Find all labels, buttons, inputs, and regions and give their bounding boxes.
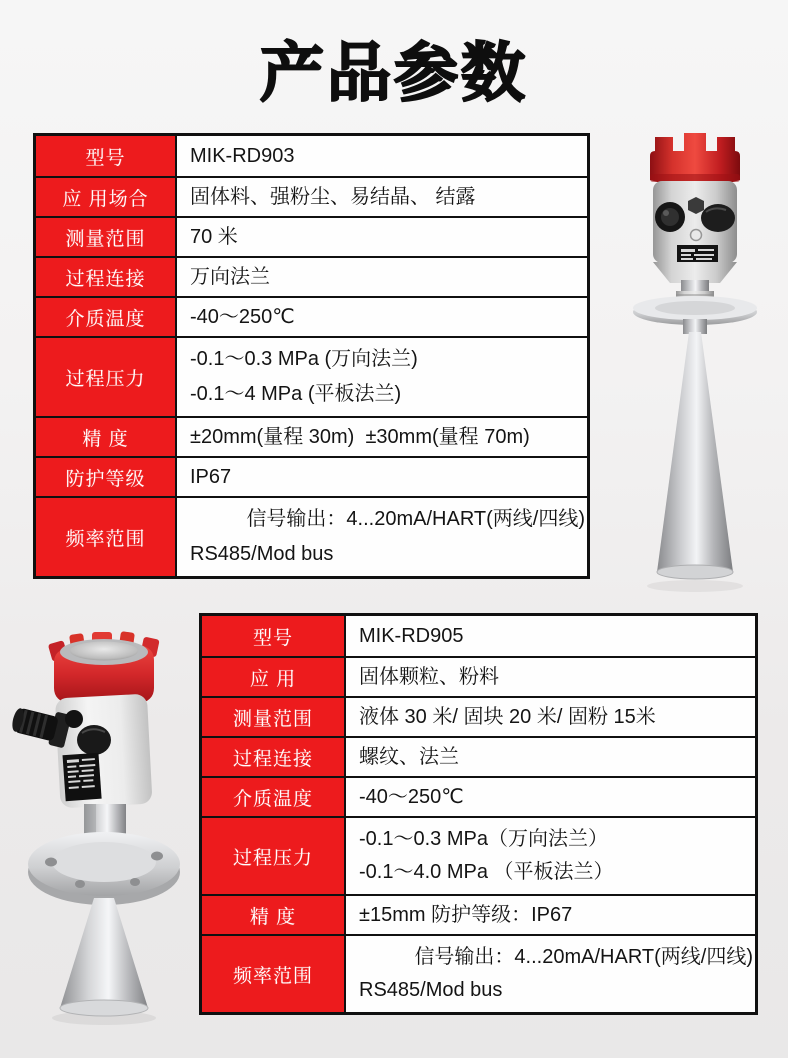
row-label: 应 用场合 [36, 178, 175, 216]
row-label: 过程压力 [36, 338, 175, 416]
value-text: -0.1～0.3 MPa (万向法兰) [190, 348, 418, 371]
table-row [202, 696, 755, 736]
value-text: MIK-RD905 [359, 624, 464, 647]
row-label: 过程连接 [36, 258, 175, 296]
value-text: -40～250℃ [359, 785, 464, 808]
row-value [175, 338, 587, 416]
value-text: 螺纹、法兰 [359, 745, 459, 768]
table-row [202, 816, 755, 894]
table-row [202, 736, 755, 776]
row-value [344, 658, 755, 696]
row-label: 频率范围 [202, 936, 344, 1012]
row-value [175, 178, 587, 216]
row-value [175, 458, 587, 496]
row-value [175, 218, 587, 256]
value-text: ±20mm(量程 30m) ±30mm(量程 70m) [190, 425, 530, 448]
value-text: 固体颗粒、粉料 [359, 665, 499, 688]
row-label: 精 度 [36, 418, 175, 456]
row-value [344, 616, 755, 656]
table-row [36, 416, 587, 456]
value-text: RS485/Mod bus [359, 979, 503, 1002]
table-row [36, 456, 587, 496]
value-text: 万向法兰 [190, 265, 270, 288]
sensor-housing [633, 133, 757, 592]
table-row [202, 776, 755, 816]
row-label: 介质温度 [36, 298, 175, 336]
value-text: 固体料、强粉尘、易结晶、 结露 [190, 185, 476, 208]
value-text: RS485/Mod bus [190, 542, 334, 565]
table-row [36, 496, 587, 576]
flange [28, 832, 180, 905]
value-text: 液体 30 米/ 固块 20 米/ 固粉 15米 [359, 705, 656, 728]
row-label: 型号 [36, 136, 175, 176]
row-value [175, 136, 587, 176]
value-text: -0.1～0.3 MPa（万向法兰） [359, 827, 608, 850]
sensor-housing [9, 631, 180, 1025]
table-row [36, 136, 587, 176]
value-text: MIK-RD903 [190, 144, 295, 167]
row-label: 测量范围 [202, 698, 344, 736]
row-value [344, 698, 755, 736]
value-text: IP67 [190, 465, 232, 488]
page-title: 产品参数 [260, 37, 528, 109]
row-label: 防护等级 [36, 458, 175, 496]
row-value [175, 418, 587, 456]
row-label: 应 用 [202, 658, 344, 696]
spec-table-mik-rd905 [199, 613, 758, 1015]
value-text: 信号输出：4...20mA/HART(两线/四线) [414, 945, 753, 968]
table-row [36, 296, 587, 336]
table-row [36, 176, 587, 216]
spec-table-mik-rd903 [33, 133, 590, 579]
value-text: 信号输出：4...20mA/HART(两线/四线) [246, 508, 585, 531]
table-row [202, 616, 755, 656]
product-photo-mik-rd905 [8, 616, 204, 1036]
table-row [202, 656, 755, 696]
row-value [344, 778, 755, 816]
value-text: ±15mm 防护等级：IP67 [359, 903, 573, 926]
row-label: 过程压力 [202, 818, 344, 894]
row-value [344, 818, 755, 894]
row-label: 过程连接 [202, 738, 344, 776]
row-value [175, 258, 587, 296]
horn-antenna [657, 332, 733, 572]
row-value [344, 896, 755, 934]
table-row [202, 934, 755, 1012]
row-label: 频率范围 [36, 498, 175, 576]
row-label: 精 度 [202, 896, 344, 934]
row-value [344, 936, 755, 1012]
product-photo-mik-rd903 [596, 122, 788, 600]
value-text: -40～250℃ [190, 305, 295, 328]
row-label: 测量范围 [36, 218, 175, 256]
row-label: 介质温度 [202, 778, 344, 816]
row-value [344, 738, 755, 776]
table-row [202, 894, 755, 934]
table-row [36, 256, 587, 296]
table-row [36, 216, 587, 256]
horn-antenna [60, 898, 148, 1008]
value-text: -0.1～4.0 MPa （平板法兰） [359, 861, 614, 884]
nameplate-label [63, 753, 102, 801]
value-text: -0.1～4 MPa (平板法兰) [190, 382, 402, 405]
value-text: 70 米 [190, 225, 238, 248]
row-value [175, 498, 587, 576]
table-row [36, 336, 587, 416]
row-value [175, 298, 587, 336]
row-label: 型号 [202, 616, 344, 656]
